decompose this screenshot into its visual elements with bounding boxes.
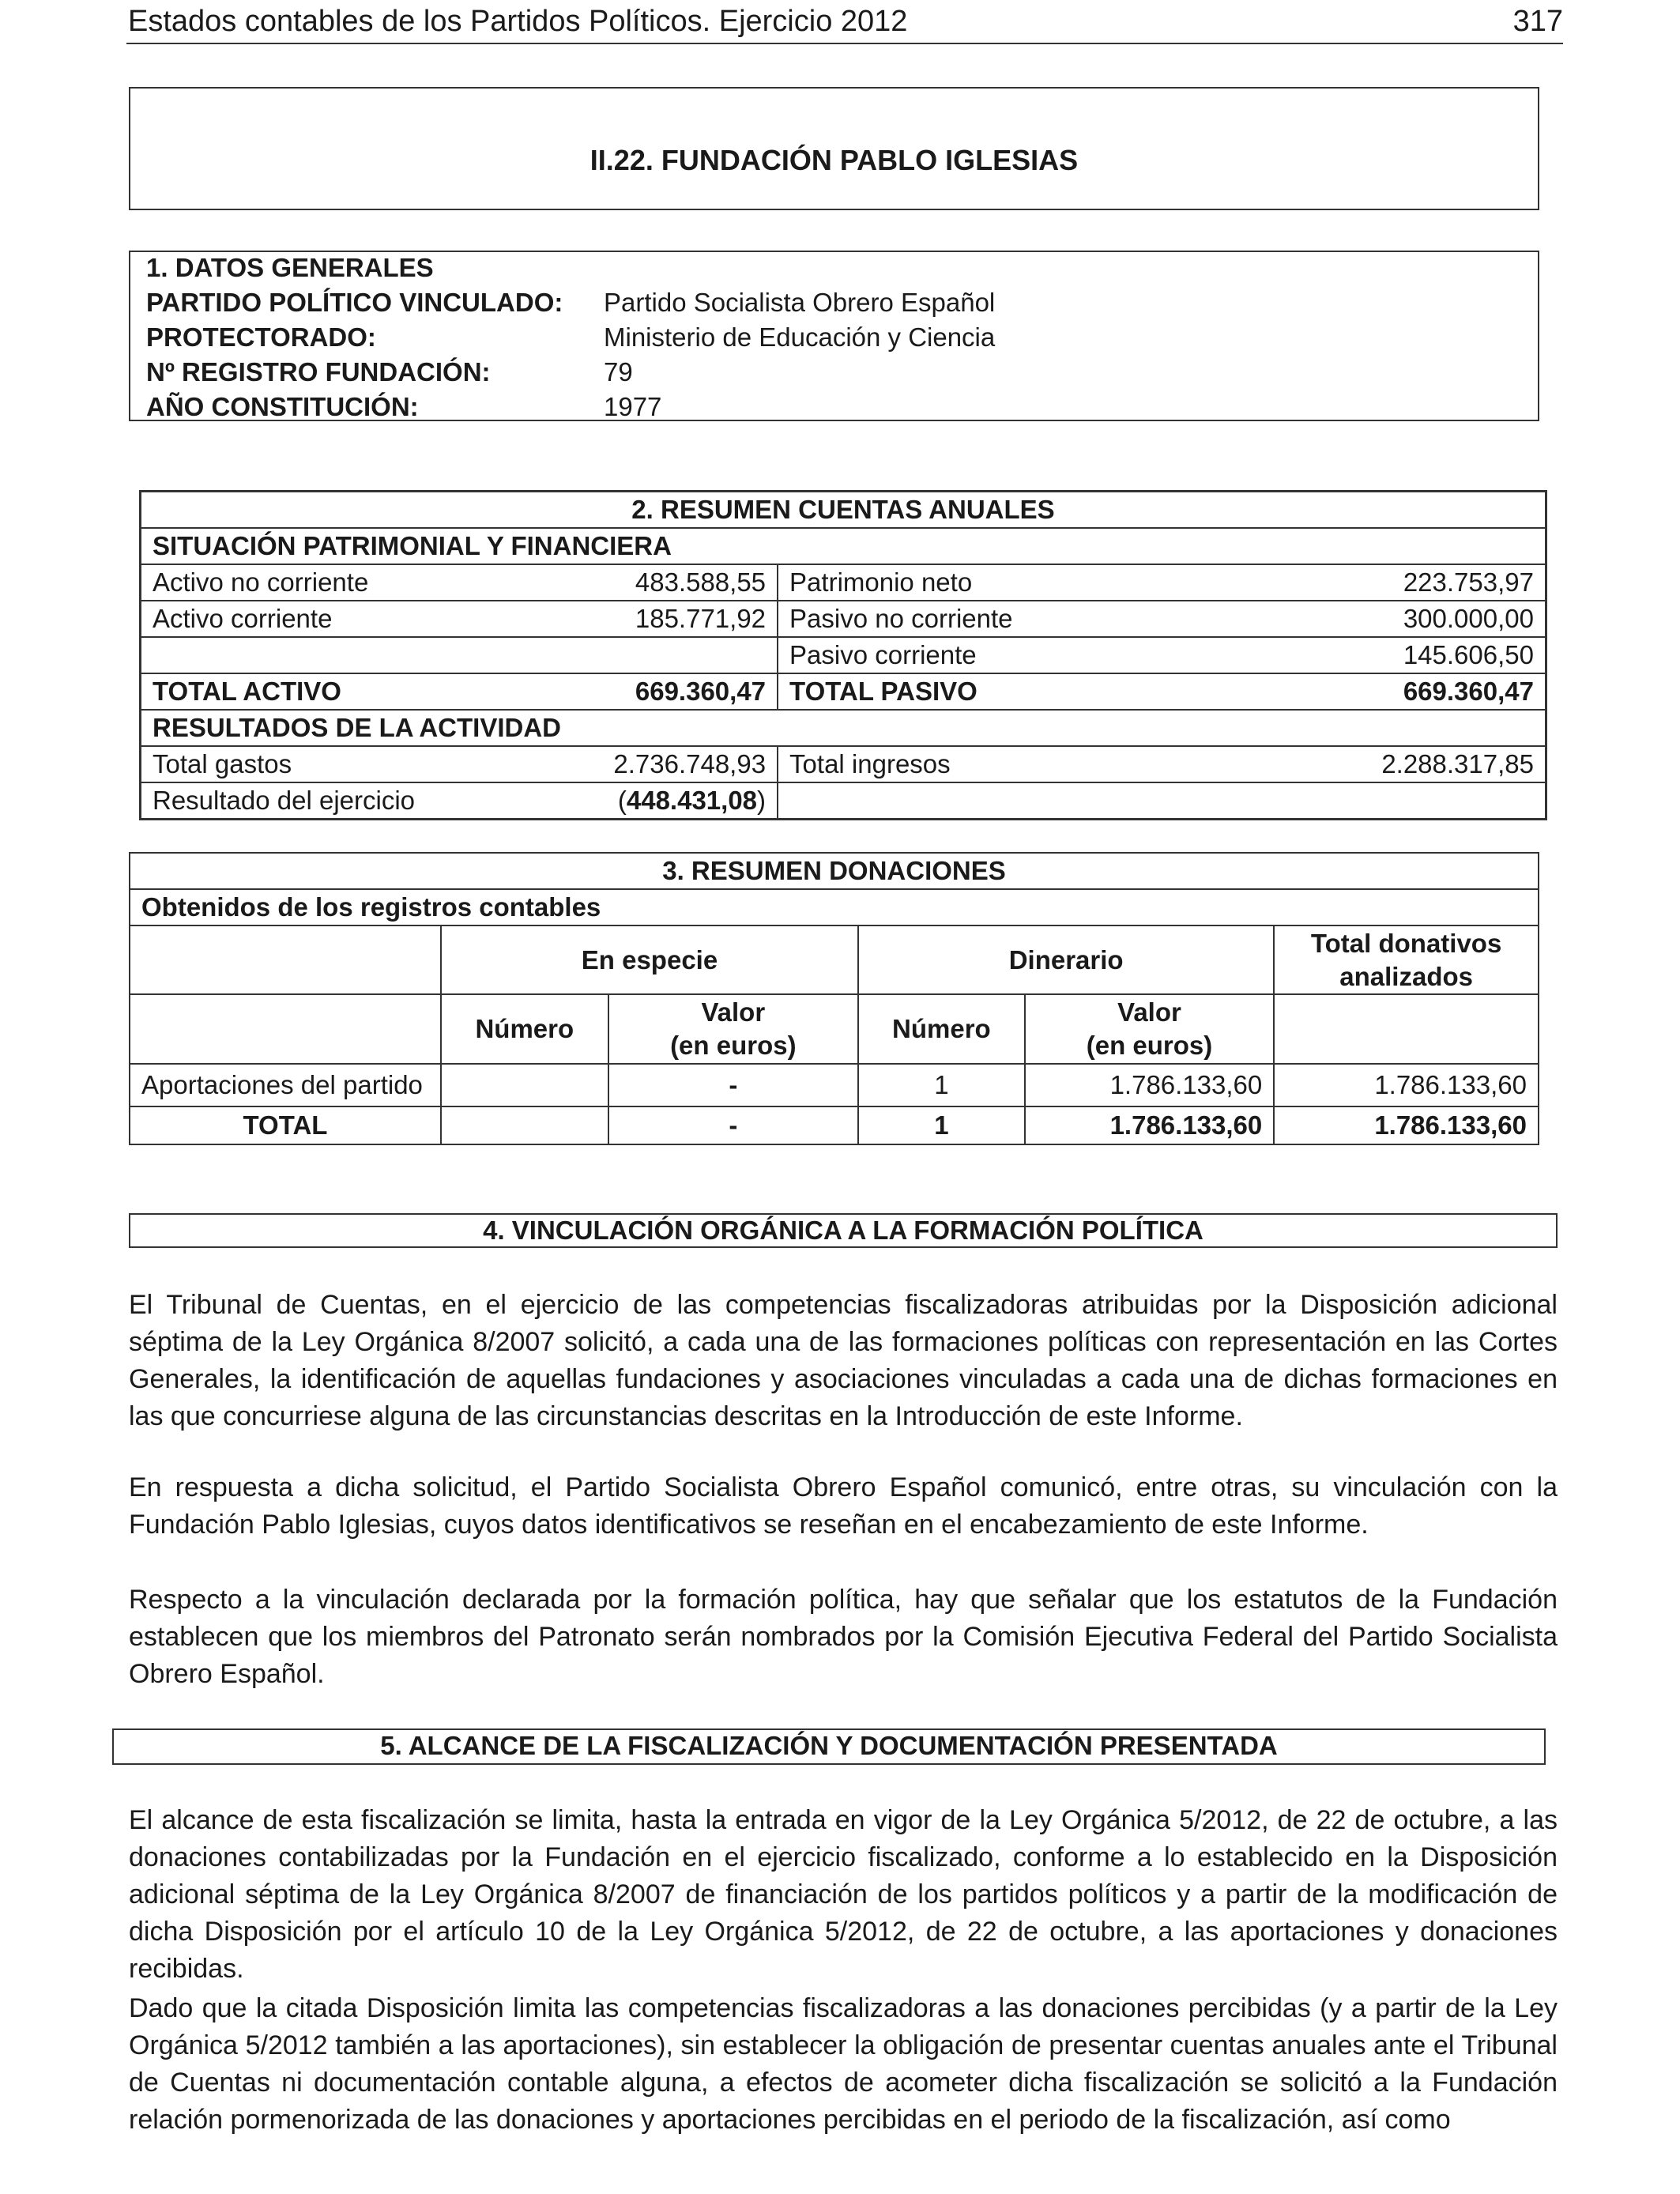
section-5-paragraph-2: Dado que la citada Disposición limita las competencias fiscalizadoras a las donaciones percibidas (y a partir de la Ley Orgánica 5/2012 también a las aportaciones), sin establecer la obligación de presentar cuentas anuales ante el Tribunal de Cuentas ni documentación contable alguna, a efectos de acometer dicha fiscalización se solicitó a la Fundación relación pormenorizada de las donaciones y aportaciones percibidas en el periodo de la fiscalización, así como bbox=[129, 1993, 1558, 2135]
paren-close: ) bbox=[757, 786, 767, 815]
cell-label: Total ingresos bbox=[778, 746, 1370, 782]
col-valor bbox=[1025, 994, 1275, 1064]
cell-value: 1.786.133,60 bbox=[1274, 1106, 1539, 1144]
document-title: II.22. FUNDACIÓN PABLO IGLESIAS bbox=[590, 144, 1079, 176]
col-valor-line2: (en euros) bbox=[1086, 1031, 1213, 1060]
document-title-box bbox=[129, 87, 1539, 210]
col-valor-line2: (en euros) bbox=[670, 1031, 797, 1060]
cell-value: 2.736.748,93 bbox=[602, 746, 778, 782]
cell-label: Resultado del ejercicio bbox=[141, 782, 603, 820]
cell-value: 1 bbox=[858, 1064, 1025, 1106]
cell-value: 669.360,47 bbox=[602, 673, 778, 710]
resultados-actividad-heading: RESULTADOS DE LA ACTIVIDAD bbox=[141, 710, 1546, 746]
col-valor-line1: Valor bbox=[1117, 997, 1181, 1027]
cell-value bbox=[441, 1106, 608, 1144]
cell-empty bbox=[141, 637, 603, 673]
cell-value: 1.786.133,60 bbox=[1274, 1064, 1539, 1106]
cell-empty bbox=[778, 782, 1546, 820]
section-4-heading: 4. VINCULACIÓN ORGÁNICA A LA FORMACIÓN POLÍTICA bbox=[129, 1213, 1558, 1248]
datos-label: PROTECTORADO: bbox=[146, 322, 376, 352]
section-5-paragraph-1: El alcance de esta fiscalización se limita, hasta la entrada en vigor de la Ley Orgánica 5/2012, de 22 de octubre, a las donaciones contabilizadas por la Fundación en el ejercicio fiscalizado, conforme a lo establecido en la Disposición adicional séptima de la Ley Orgánica 8/2007 de financiación de los partidos políticos y a partir de la modificación de dicha Disposición por el artículo 10 de la Ley Orgánica 5/2012, de 22 de octubre, a las aportaciones y donaciones recibidas. bbox=[129, 1805, 1558, 1984]
paren-open: ( bbox=[617, 786, 627, 815]
datos-label: PARTIDO POLÍTICO VINCULADO: bbox=[146, 288, 563, 317]
datos-generales-heading: 1. DATOS GENERALES bbox=[146, 253, 434, 282]
cell-label: TOTAL ACTIVO bbox=[141, 673, 603, 710]
col-valor-line1: Valor bbox=[701, 997, 766, 1027]
resumen-donaciones-heading: 3. RESUMEN DONACIONES bbox=[130, 853, 1539, 889]
cell-label: Activo corriente bbox=[141, 601, 603, 637]
col-total-donativos bbox=[1274, 925, 1539, 994]
datos-value: 1977 bbox=[604, 392, 662, 421]
table-row bbox=[130, 1064, 1539, 1106]
cell-label: Pasivo corriente bbox=[778, 637, 1370, 673]
table-row bbox=[141, 782, 1546, 820]
datos-value: 79 bbox=[604, 357, 633, 386]
cell-value: 185.771,92 bbox=[602, 601, 778, 637]
col-total-line1: Total donativos bbox=[1310, 928, 1502, 958]
table-row bbox=[130, 1106, 1539, 1144]
section-5-heading: 5. ALCANCE DE LA FISCALIZACIÓN Y DOCUMENTACIÓN PRESENTADA bbox=[112, 1728, 1546, 1765]
header-rule bbox=[126, 43, 1563, 44]
section-4-paragraph-3: Respecto a la vinculación declarada por la formación política, hay que señalar que los estatutos de la Fundación establecen que los miembros del Patronato serán nombrados por la Comisión Ejecutiva Federal del Partido Socialista Obrero Español. bbox=[129, 1585, 1558, 1689]
cell-empty bbox=[130, 994, 441, 1064]
cell-empty bbox=[602, 637, 778, 673]
section-4-paragraph-1: El Tribunal de Cuentas, en el ejercicio de las competencias fiscalizadoras atribuidas por la Disposición adicional séptima de la Ley Orgánica 8/2007 solicitó, a cada una de las formaciones políticas con representación en las Cortes Generales, la identificación de aquellas fundaciones y asociaciones vinculadas a cada una de dichas formaciones en las que concurriese alguna de las circunstancias descritas en la Introducción de este Informe. bbox=[129, 1290, 1558, 1431]
cell-value: 145.606,50 bbox=[1370, 637, 1546, 673]
table-row bbox=[141, 601, 1546, 637]
cell-value: 2.288.317,85 bbox=[1370, 746, 1546, 782]
datos-label: AÑO CONSTITUCIÓN: bbox=[146, 392, 419, 421]
col-numero: Número bbox=[858, 994, 1025, 1064]
cell-label: Activo no corriente bbox=[141, 564, 603, 601]
section-4-paragraph-2: En respuesta a dicha solicitud, el Partido Socialista Obrero Español comunicó, entre otras, su vinculación con la Fundación Pablo Iglesias, cuyos datos identificativos se reseñan en el encabezamiento de este Informe. bbox=[129, 1472, 1558, 1540]
resumen-donaciones-table bbox=[129, 852, 1539, 1145]
col-en-especie: En especie bbox=[441, 925, 858, 994]
situacion-patrimonial-heading: SITUACIÓN PATRIMONIAL Y FINANCIERA bbox=[141, 528, 1546, 564]
cell-label: TOTAL bbox=[130, 1106, 441, 1144]
col-total-line2: analizados bbox=[1339, 961, 1473, 991]
table-row bbox=[141, 673, 1546, 710]
col-numero: Número bbox=[441, 994, 608, 1064]
cell-value bbox=[441, 1064, 608, 1106]
cell-value: - bbox=[608, 1064, 858, 1106]
resumen-cuentas-table bbox=[139, 490, 1547, 820]
datos-label: Nº REGISTRO FUNDACIÓN: bbox=[146, 357, 491, 386]
col-dinerario: Dinerario bbox=[858, 925, 1274, 994]
resultado-value: 448.431,08 bbox=[626, 786, 758, 815]
table-row bbox=[141, 746, 1546, 782]
col-valor bbox=[608, 994, 858, 1064]
page-number: 317 bbox=[1512, 5, 1563, 38]
table-row bbox=[141, 637, 1546, 673]
cell-value: 669.360,47 bbox=[1370, 673, 1546, 710]
table-row bbox=[141, 564, 1546, 601]
datos-value: Partido Socialista Obrero Español bbox=[604, 288, 996, 317]
resumen-cuentas-heading: 2. RESUMEN CUENTAS ANUALES bbox=[141, 492, 1546, 529]
cell-value: - bbox=[608, 1106, 858, 1144]
cell-value bbox=[602, 782, 778, 820]
cell-value: 300.000,00 bbox=[1370, 601, 1546, 637]
running-header-title: Estados contables de los Partidos Políticos. Ejercicio 2012 bbox=[128, 5, 908, 38]
registros-contables-heading: Obtenidos de los registros contables bbox=[130, 889, 1539, 925]
cell-empty bbox=[130, 925, 441, 994]
datos-generales-box bbox=[129, 251, 1539, 421]
cell-value: 1.786.133,60 bbox=[1025, 1064, 1275, 1106]
cell-value: 1.786.133,60 bbox=[1025, 1106, 1275, 1144]
cell-label: Pasivo no corriente bbox=[778, 601, 1370, 637]
cell-label: Aportaciones del partido bbox=[130, 1064, 441, 1106]
cell-value: 223.753,97 bbox=[1370, 564, 1546, 601]
cell-label: Total gastos bbox=[141, 746, 603, 782]
cell-value: 483.588,55 bbox=[602, 564, 778, 601]
cell-label: Patrimonio neto bbox=[778, 564, 1370, 601]
datos-value: Ministerio de Educación y Ciencia bbox=[604, 322, 996, 352]
cell-empty bbox=[1274, 994, 1539, 1064]
cell-value: 1 bbox=[858, 1106, 1025, 1144]
cell-label: TOTAL PASIVO bbox=[778, 673, 1370, 710]
